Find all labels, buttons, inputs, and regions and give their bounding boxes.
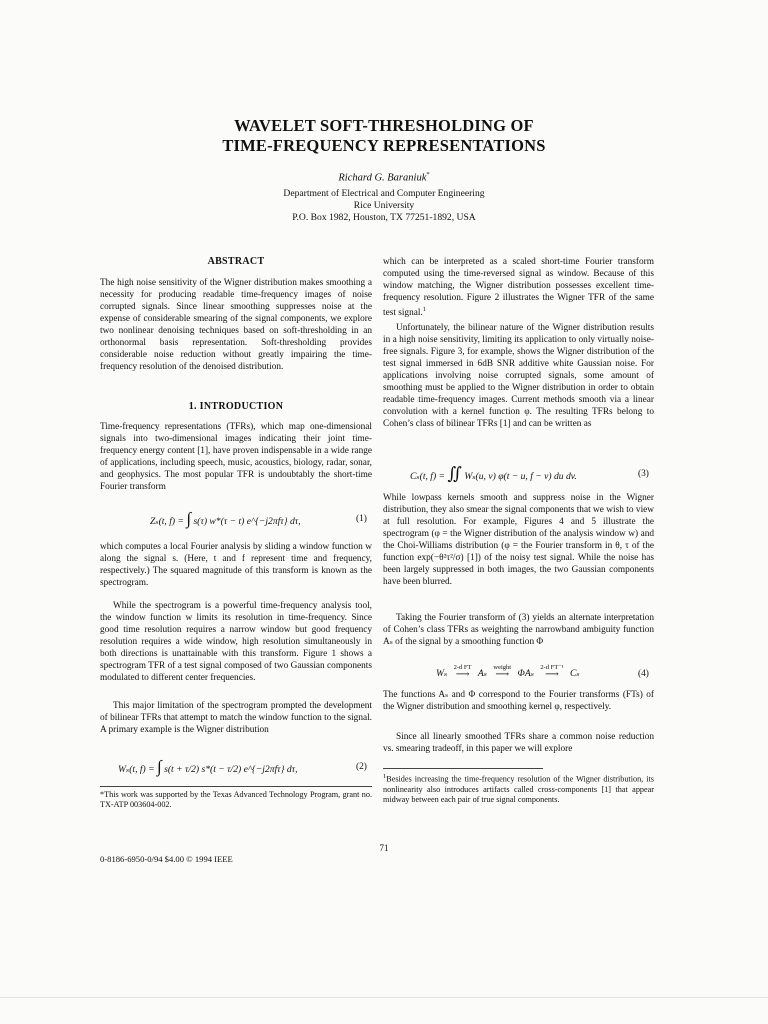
intro-paragraph-1: [100, 421, 372, 493]
author-name: Richard G. Baraniuk: [338, 172, 427, 184]
equation-4: [436, 665, 580, 679]
eq3-rhs: Wₛ(u, v) φ(t − u, f − v) du dv.: [464, 471, 577, 482]
intro-paragraph-2: [100, 541, 372, 589]
eq2-lhs: Wₛ(t, f) =: [118, 764, 155, 775]
right-text-1-body: which can be interpreted as a scaled short-time Fourier transform computed using the time-reversed signal as window. Because of this window matching, the Wigner distribution possesses excellent time-frequency resolution. Figure 2 illustrates the Wigner TFR of the same test signal.: [383, 257, 654, 319]
cross-term-footnote: [383, 772, 654, 805]
eq1-rhs: s(τ) w*(τ − t) e^{−j2πfτ} dτ,: [193, 516, 301, 527]
equation-4-number: (4): [638, 669, 649, 679]
author-line: [0, 168, 768, 185]
right-paragraph-4: [383, 612, 654, 648]
abstract-text: The high noise sensitivity of the Wigner distribution makes smoothing a necessity for producing readable time-frequency images of noise corrupted signals. Since linear smoothing suppresses noise at the expense of considerable smearing of the signal components, we explore two nonlinear denoising techniques based on soft-thresholding in an orthonormal basis representation. Soft-thresholding provides considerable noise reduction without greatly impairing the time-frequency resolution of the denoised distribution.: [100, 278, 372, 373]
eq4-term-phia: ΦAₛ: [517, 668, 534, 679]
paper-title-line-1: WAVELET SOFT-THRESHOLDING OF: [234, 116, 534, 135]
right-text-6: Since all linearly smoothed TFRs share a common noise reduction vs. smearing tradeoff, in this paper we will explore: [383, 732, 654, 755]
intro-text-2: which computes a local Fourier analysis by sliding a window function w along the signal s. (Here, t and f represent time and frequency, respectively.) The squared magnitude of this transform is known as the spectrogram.: [100, 542, 372, 589]
eq4-term-w: Wₛ: [436, 668, 448, 679]
equation-2-number: (2): [356, 762, 367, 772]
footnote-ref-1: 1: [422, 306, 427, 314]
right-paragraph-3: [383, 492, 654, 588]
equation-2: [118, 757, 298, 776]
eq2-rhs: s(t + τ/2) s*(t − τ/2) e^{−j2πfτ} dτ,: [164, 764, 298, 775]
intro-text-4: This major limitation of the spectrogram prompted the development of bilinear TFRs that attempt to match the window function to the signal. A primary example is the Wigner distribution: [100, 701, 372, 736]
intro-paragraph-4: [100, 700, 372, 736]
intro-paragraph-3: [100, 600, 372, 684]
funding-footnote: *This work was supported by the Texas Advanced Technology Program, grant no. TX-ATP 003604-002.: [100, 790, 372, 809]
right-text-2: Unfortunately, the bilinear nature of the Wigner distribution results in a high noise sensitivity, limiting its application to only virtually noise-free signals. Figure 3, for example, shows the Wigner distribution of the test signal immersed in 6dB SNR additive white Gaussian noise. For applications involving noise corrupted signals, some amount of smoothing must be applied to the Wigner distribution in order to obtain readable time-frequency images. Current methods smooth via a linear convolution with a kernel function φ. The resulting TFRs belong to Cohen’s class of bilinear TFRs [1] and can be written as: [383, 323, 654, 430]
right-arrow-icon: ⟶: [455, 669, 470, 680]
right-paragraph-2: [383, 322, 654, 430]
right-footnote-rule: [383, 768, 543, 769]
equation-3: [410, 464, 577, 483]
paper-title-line-2: TIME-FREQUENCY REPRESENTATIONS: [222, 136, 546, 155]
double-integral-symbol: ∬: [447, 464, 462, 483]
abstract-heading: ABSTRACT: [207, 256, 265, 267]
right-text-4: Taking the Fourier transform of (3) yields an alternate interpretation of Cohen’s class TFRs as weighting the narrowband ambiguity function Aₛ of the signal by a smoothing function Φ: [383, 613, 654, 648]
page-number: 71: [379, 843, 389, 853]
integral-symbol: ∫: [186, 509, 192, 528]
scan-edge-line: [0, 997, 768, 998]
right-text-1: [383, 256, 654, 319]
integral-symbol: ∫: [157, 757, 162, 776]
eq4-arrow-2-label: weight: [493, 664, 512, 671]
eq4-term-a: Aₛ: [477, 668, 488, 679]
copyright-line: 0-8186-6950-0/94 $4.00 © 1994 IEEE: [100, 854, 233, 864]
intro-text-3: While the spectrogram is a powerful time-frequency analysis tool, the window function w limits its resolution in time-frequency. Since good time resolution requires a narrow window but good frequency resolution requires a wide window, high resolution simultaneously in both directions is unattainable with this transform. Figure 1 shows a spectrogram TFR of a test signal composed of two Gaussian components modulated to different center frequencies.: [100, 601, 372, 684]
right-paragraph-6: [383, 731, 654, 755]
right-arrow-icon: ⟶: [495, 669, 510, 680]
eq4-arrow-3-label: 2-d FT⁻¹: [540, 664, 564, 671]
affiliation-department: Department of Electrical and Computer Engineering: [283, 188, 485, 199]
right-arrow-icon: ⟶: [545, 669, 559, 680]
footnote-rule: [100, 786, 372, 787]
right-paragraph-1: [383, 256, 654, 319]
eq4-arrow-2: [493, 665, 511, 679]
equation-1: [150, 509, 301, 528]
eq3-lhs: Cₛ(t, f) =: [410, 471, 446, 482]
right-paragraph-5: [383, 689, 654, 713]
equation-3-number: (3): [638, 469, 649, 479]
eq1-lhs: Zₛ(t, f) =: [150, 516, 184, 527]
right-text-5: The functions Aₛ and Φ correspond to the Fourier transforms (FTs) of the Wigner distribution and smoothing kernel φ, respectively.: [383, 690, 654, 713]
intro-heading: 1. INTRODUCTION: [188, 401, 284, 412]
eq4-arrow-1-label: 2-d FT: [453, 664, 472, 671]
intro-text-1: Time-frequency representations (TFRs), which map one-dimensional signals into two-dimensional images indicating their joint time-frequency energy content [1], have proven indispensable in a wide range of applications, including speech, music, acoustics, biology, radar, sonar, and geophysics. The most popular TFR is undoubtably the short-time Fourier transform: [100, 422, 372, 493]
right-text-3: While lowpass kernels smooth and suppress noise in the Wigner distribution, they also smear the signal components that we wish to view at full resolution. For example, Figures 4 and 5 illustrate the spectrogram (φ = the Wigner distribution of the analysis window w) and the Choi-Williams distribution (φ = the Fourier transform in θ, τ of the function exp(−θ²τ²/σ) [1]) of the noisy test signal. While the noise has been largely suppressed in both images, the two Gaussian components have been blurred.: [383, 493, 654, 588]
author-footnote-mark: *: [426, 171, 430, 178]
affiliation-address: P.O. Box 1982, Houston, TX 77251-1892, USA: [292, 212, 476, 223]
footnote-1-mark: 1: [383, 773, 387, 780]
eq4-arrow-3: [540, 665, 563, 679]
affiliation-university: Rice University: [353, 200, 415, 211]
footnote-1-text: Besides increasing the time-frequency resolution of the Wigner distribution, its nonlinearity also introduces artifacts called cross-components [1] that appear midway between each pair of true signal components.: [383, 774, 654, 804]
equation-1-number: (1): [356, 514, 367, 524]
eq4-term-c: Cₛ: [570, 668, 580, 679]
abstract-body: [100, 277, 372, 373]
eq4-arrow-1: [454, 665, 472, 679]
